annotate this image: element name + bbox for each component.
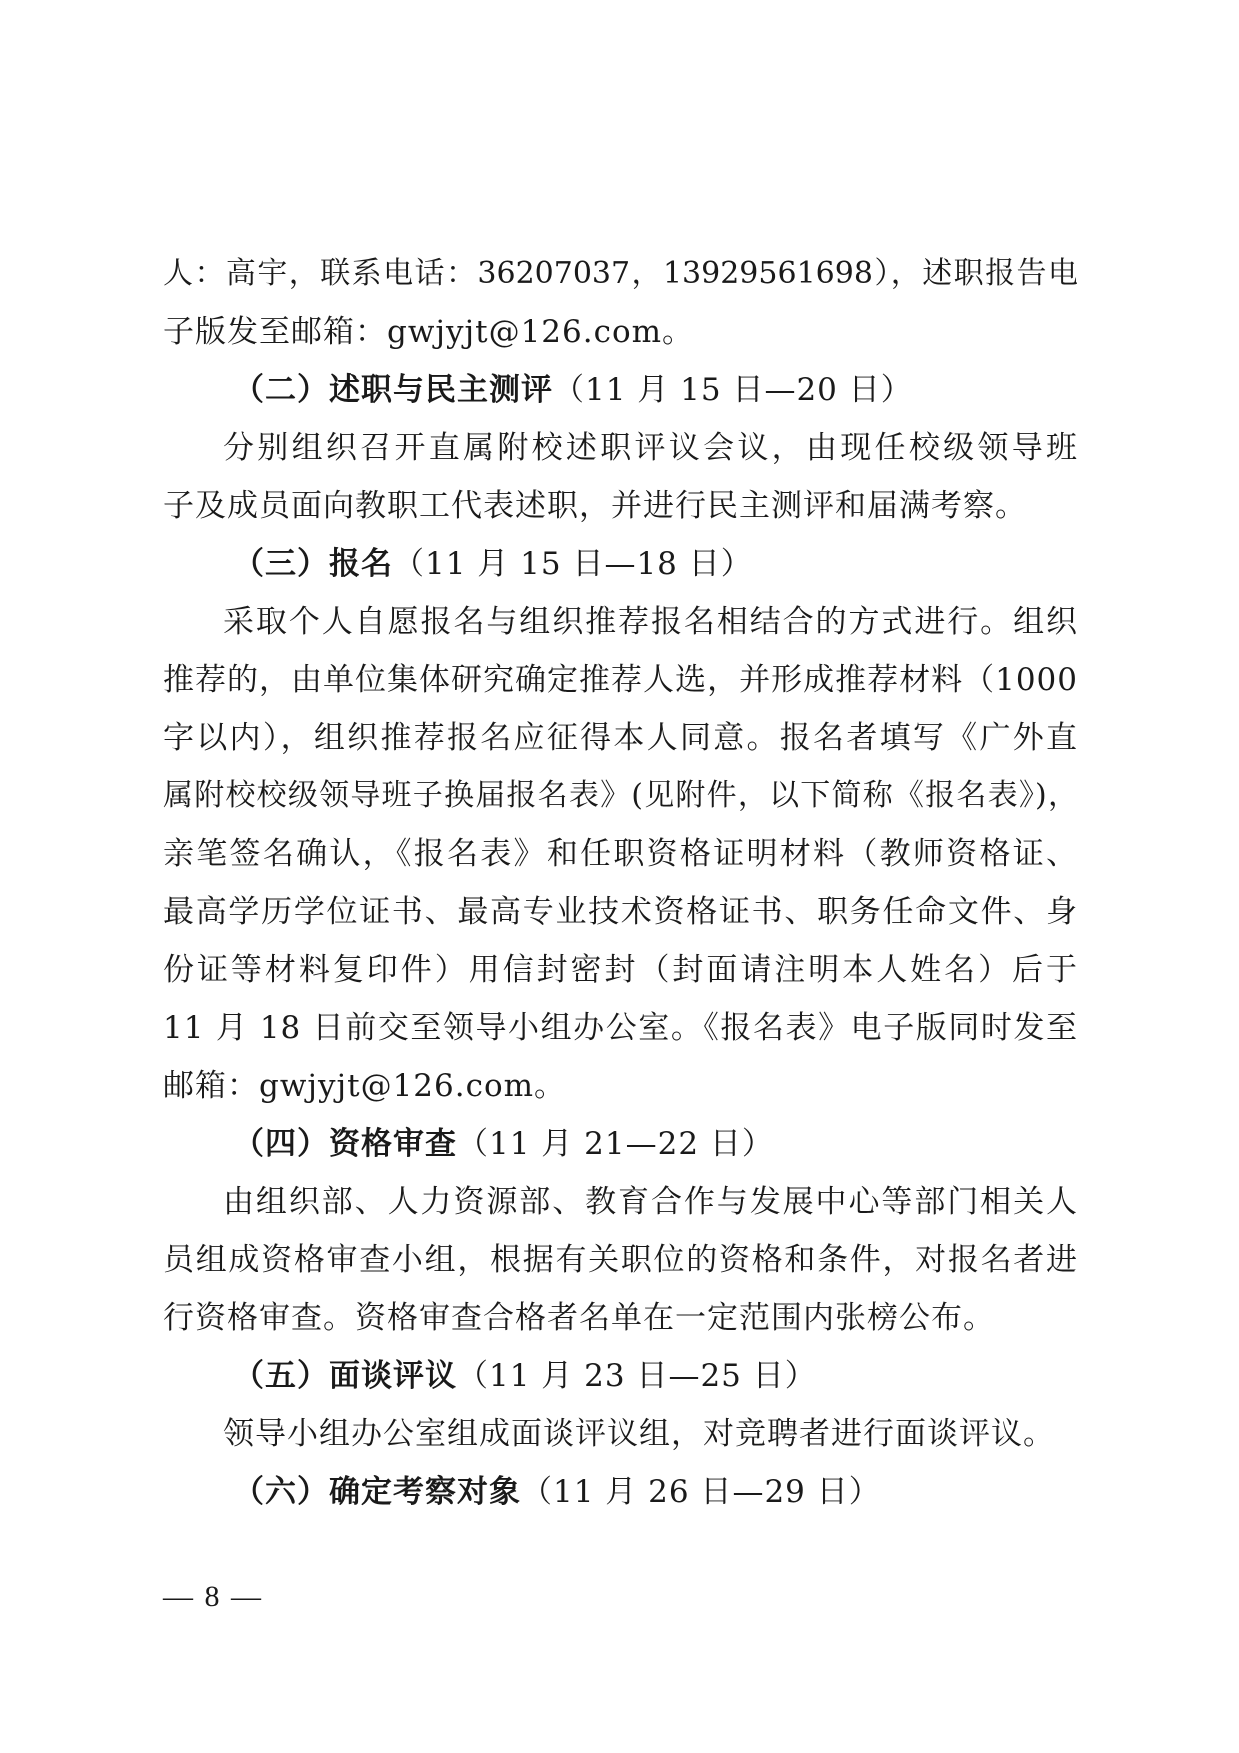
- section-heading-6: [163, 1463, 1078, 1521]
- text-line: 人：高宇，联系电话：36207037，13929561698），述职报告电: [163, 256, 1078, 291]
- section-heading-2: [163, 361, 1078, 419]
- heading-date: （11 月 15 日—18 日）: [393, 546, 753, 582]
- text-line: 最高学历学位证书、最高专业技术资格证书、职务任命文件、身: [163, 894, 1078, 930]
- text-line: 亲笔签名确认，《报名表》和任职资格证明材料（教师资格证、: [163, 836, 1078, 872]
- heading-title: （六）确定考察对象: [233, 1474, 521, 1510]
- text-line: 员组成资格审查小组，根据有关职位的资格和条件，对报名者进: [163, 1242, 1078, 1278]
- text-line: 采取个人自愿报名与组织推荐报名相结合的方式进行。组织: [223, 604, 1078, 640]
- heading-date: （11 月 21—22 日）: [457, 1126, 774, 1162]
- text-line: 子版发至邮箱：gwjyjt@126.com。: [163, 314, 695, 350]
- section-heading-3: [163, 535, 1078, 593]
- heading-title: （二）述职与民主测评: [233, 372, 553, 408]
- text-line: 子及成员面向教职工代表述职，并进行民主测评和届满考察。: [163, 488, 1027, 524]
- heading-date: （11 月 26 日—29 日）: [521, 1474, 881, 1510]
- text-line: 行资格审查。资格审查合格者名单在一定范围内张榜公布。: [163, 1300, 995, 1336]
- text-line: 属附校校级领导班子换届报名表》(见附件，以下简称《报名表》)，: [163, 778, 1078, 813]
- heading-title: （四）资格审查: [233, 1126, 457, 1162]
- body-text: [163, 245, 1078, 1521]
- heading-date: （11 月 15 日—20 日）: [553, 372, 913, 408]
- section-heading-5: [163, 1347, 1078, 1405]
- heading-title: （三）报名: [233, 546, 393, 582]
- page-number: — 8 —: [163, 1580, 263, 1613]
- heading-date: （11 月 23 日—25 日）: [457, 1358, 817, 1394]
- heading-title: （五）面谈评议: [233, 1358, 457, 1394]
- text-line: 推荐的，由单位集体研究确定推荐人选，并形成推荐材料（1000: [163, 662, 1078, 698]
- text-line: 分别组织召开直属附校述职评议会议，由现任校级领导班: [223, 430, 1078, 466]
- section-heading-4: [163, 1115, 1078, 1173]
- text-line: 11 月 18 日前交至领导小组办公室。《报名表》电子版同时发至: [163, 1010, 1078, 1046]
- text-line: 领导小组办公室组成面谈评议组，对竞聘者进行面谈评议。: [223, 1416, 1055, 1452]
- text-line: 份证等材料复印件）用信封密封（封面请注明本人姓名）后于: [163, 952, 1078, 988]
- text-line: 邮箱：gwjyjt@126.com。: [163, 1068, 567, 1104]
- text-line: 由组织部、人力资源部、教育合作与发展中心等部门相关人: [223, 1184, 1078, 1220]
- text-line: 字以内），组织推荐报名应征得本人同意。报名者填写《广外直: [163, 720, 1078, 756]
